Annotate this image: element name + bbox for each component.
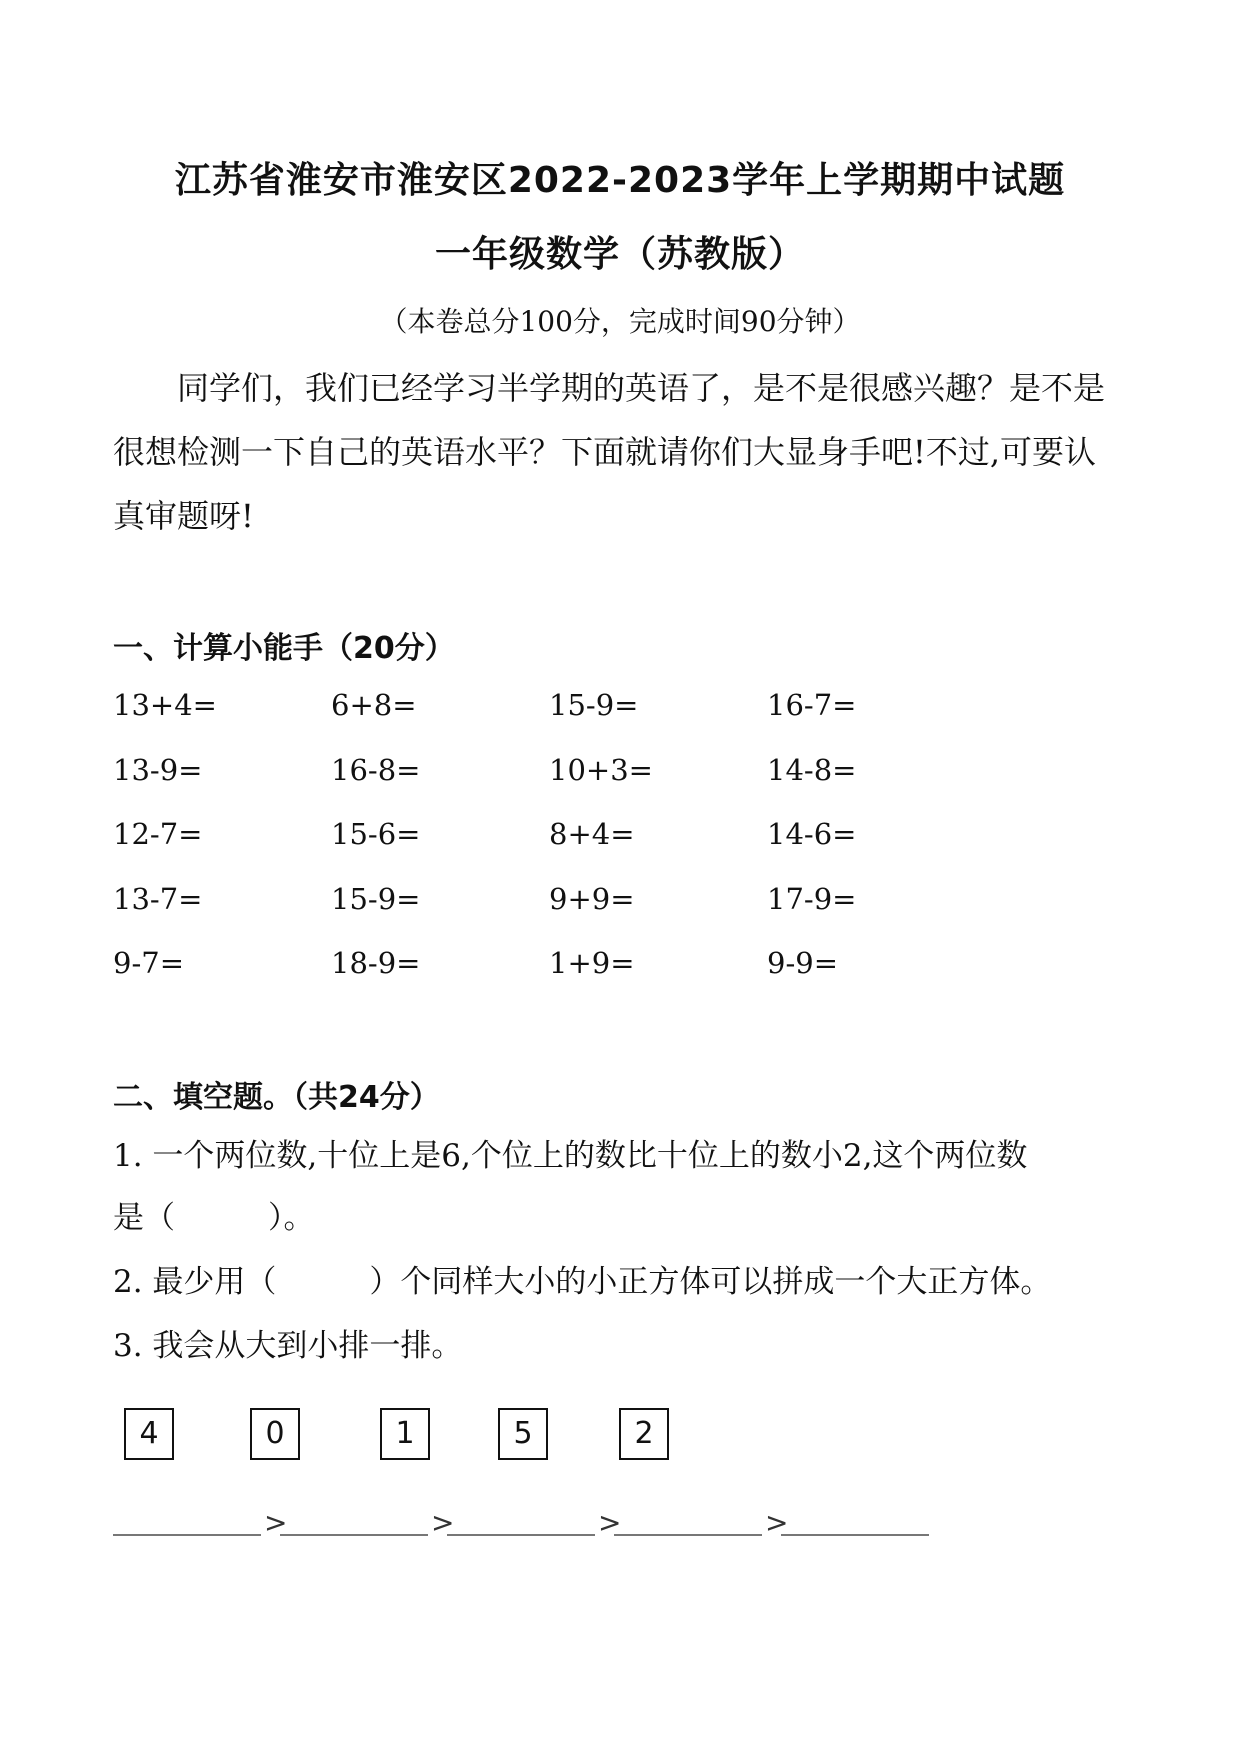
greater-than-sign: > bbox=[264, 1506, 288, 1539]
calc-problem: 12-7= bbox=[113, 817, 203, 851]
number-card: 2 bbox=[619, 1408, 669, 1460]
number-card: 5 bbox=[498, 1408, 548, 1460]
greater-than-sign: > bbox=[765, 1506, 789, 1539]
answer-blank[interactable] bbox=[280, 1534, 428, 1536]
greater-than-sign: > bbox=[598, 1506, 622, 1539]
calc-problem: 13+4= bbox=[113, 688, 217, 722]
exam-title: 江苏省淮安市淮安区2022-2023学年上学期期中试题 bbox=[174, 160, 1066, 201]
section-2-title: 二、填空题。（共24分） bbox=[113, 1080, 440, 1115]
greater-than-sign: > bbox=[431, 1506, 455, 1539]
calc-problem: 9-7= bbox=[113, 946, 184, 980]
calc-problem: 13-9= bbox=[113, 752, 203, 787]
calc-problem: 13-7= bbox=[113, 881, 203, 916]
exam-info: （本卷总分100分，完成时间90分钟） bbox=[379, 305, 861, 338]
answer-blank[interactable] bbox=[113, 1534, 261, 1536]
calc-problem: 15-6= bbox=[331, 817, 421, 851]
answer-blank[interactable] bbox=[447, 1534, 595, 1536]
question-2: 2. 最少用（ ）个同样大小的小正方体可以拼成一个大正方体。 bbox=[113, 1264, 1052, 1300]
calc-problem: 8+4= bbox=[549, 817, 635, 851]
calc-problem: 17-9= bbox=[767, 881, 857, 916]
calc-problem: 6+8= bbox=[331, 688, 417, 722]
question-1-line-1: 1. 一个两位数,十位上是6,个位上的数比十位上的数小2,这个两位数 bbox=[113, 1138, 1028, 1174]
answer-blank[interactable] bbox=[781, 1534, 929, 1536]
question-3: 3. 我会从大到小排一排。 bbox=[113, 1328, 463, 1364]
calc-problem: 14-8= bbox=[767, 752, 857, 787]
section-1-title: 一、计算小能手（20分） bbox=[113, 631, 455, 666]
calc-problem: 16-7= bbox=[767, 688, 857, 722]
calc-problem: 9-9= bbox=[767, 946, 838, 980]
calc-grid bbox=[113, 688, 993, 1011]
calc-problem: 18-9= bbox=[331, 946, 421, 980]
calc-problem: 14-6= bbox=[767, 817, 857, 851]
question-1-line-2: 是（ ）。 bbox=[113, 1200, 315, 1236]
calc-problem: 15-9= bbox=[331, 881, 421, 916]
number-card: 4 bbox=[124, 1408, 174, 1460]
calc-problem: 9+9= bbox=[549, 881, 635, 916]
intro-paragraph: 同学们，我们已经学习半学期的英语了，是不是很感兴趣？是不是很想检测一下自己的英语水平？下面就请你们大显身手吧!不过,可要认真审题呀! bbox=[113, 369, 1106, 535]
calc-problem: 15-9= bbox=[549, 688, 639, 722]
calc-problem: 1+9= bbox=[549, 946, 635, 980]
calc-problem: 10+3= bbox=[549, 752, 653, 787]
number-card: 0 bbox=[250, 1408, 300, 1460]
answer-blank[interactable] bbox=[614, 1534, 762, 1536]
number-card: 1 bbox=[380, 1408, 430, 1460]
calc-problem: 16-8= bbox=[331, 752, 421, 787]
exam-subject: 一年级数学（苏教版） bbox=[434, 234, 805, 275]
